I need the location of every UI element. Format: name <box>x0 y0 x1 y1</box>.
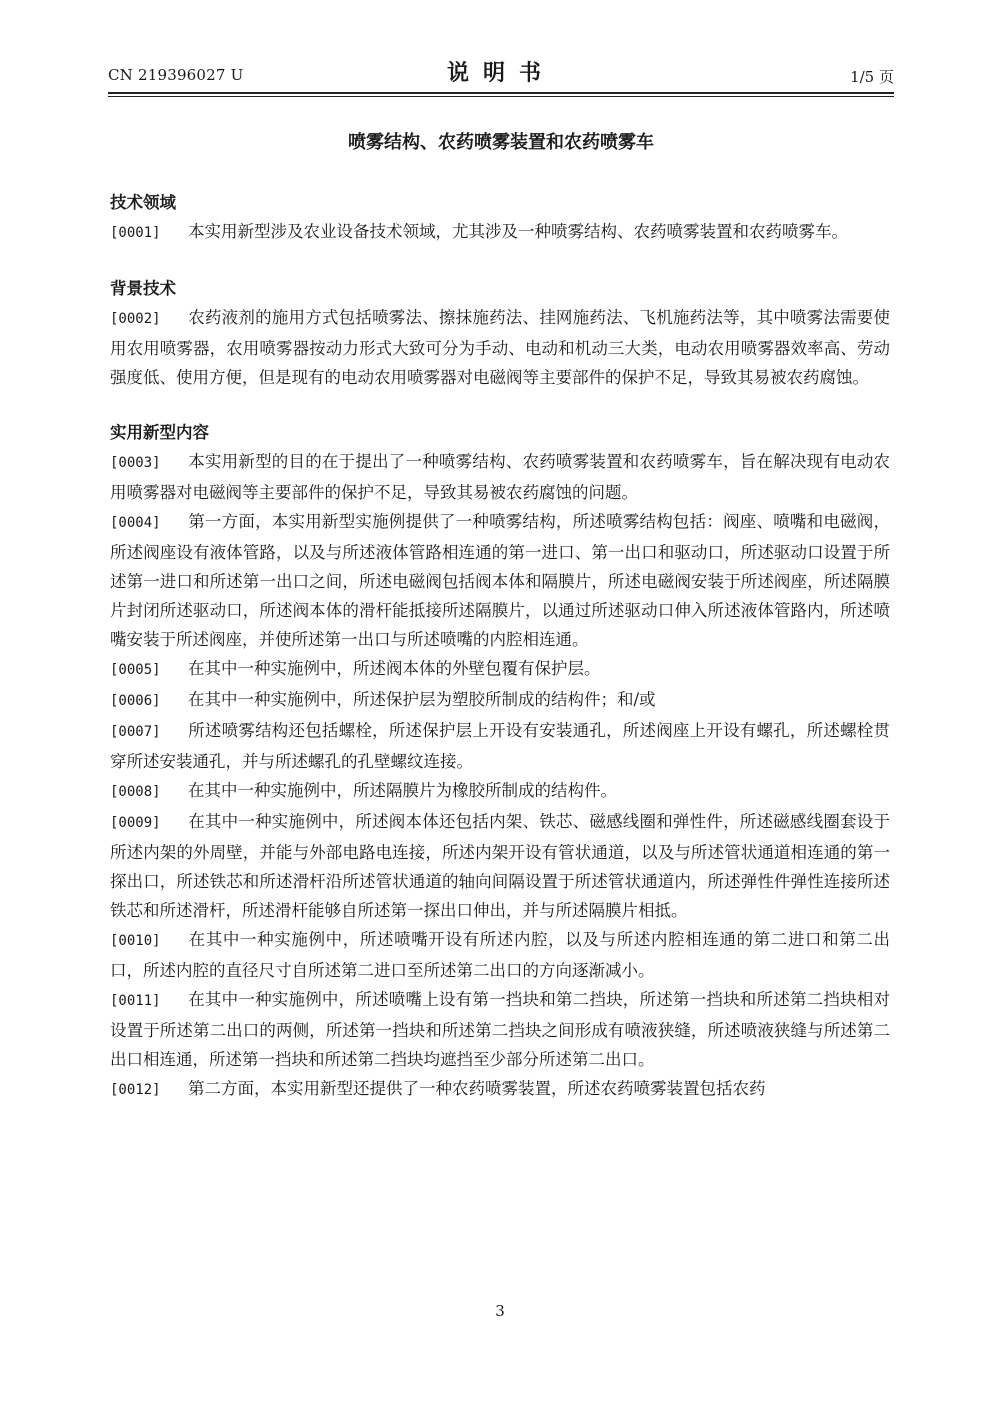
section-heading-content: 实用新型内容 <box>110 423 209 442</box>
paragraph <box>110 807 890 925</box>
paragraph <box>110 507 890 654</box>
paragraph-number: [0007] <box>110 724 161 740</box>
page-header <box>108 56 894 88</box>
document-title: 喷雾结构、农药喷雾装置和农药喷雾车 <box>348 132 654 153</box>
paragraph-text: 本实用新型涉及农业设备技术领域，尤其涉及一种喷雾结构、农药喷雾装置和农药喷雾车。 <box>188 222 848 241</box>
paragraph <box>110 447 890 507</box>
paragraph-text: 农药液剂的施用方式包括喷雾法、擦抹施药法、挂网施药法、飞机施药法等，其中喷雾法需要使用农用喷雾器，农用喷雾器按动力形式大致可分为手动、电动和机动三大类，电动农用喷雾器效率高、劳动强度低、使用方便，但是现有的电动农用喷雾器对电磁阀等主要部件的保护不足，导致其易被农药腐蚀。 <box>110 308 890 387</box>
page-number: 3 <box>495 1302 505 1320</box>
paragraph-text: 本实用新型的目的在于提出了一种喷雾结构、农药喷雾装置和农药喷雾车，旨在解决现有电动农用喷雾器对电磁阀等主要部件的保护不足，导致其易被农药腐蚀的问题。 <box>110 452 890 502</box>
paragraph-number: [0012] <box>110 1082 161 1098</box>
paragraph <box>110 776 890 807</box>
paragraph-number: [0005] <box>110 662 161 678</box>
paragraph <box>110 217 890 248</box>
paragraph-number: [0010] <box>110 933 161 949</box>
paragraph-text: 在其中一种实施例中，所述保护层为塑胶所制成的结构件；和/或 <box>188 690 656 709</box>
paragraph-text: 第二方面，本实用新型还提供了一种农药喷雾装置，所述农药喷雾装置包括农药 <box>188 1079 766 1098</box>
header-rule-thin <box>108 96 894 97</box>
paragraph-number: [0004] <box>110 515 161 531</box>
paragraph-number: [0003] <box>110 455 161 471</box>
paragraph <box>110 925 890 985</box>
section-heading-background: 背景技术 <box>110 279 176 298</box>
paragraph <box>110 985 890 1074</box>
page-info: 1/5 页 <box>850 68 894 86</box>
paragraph-number: [0006] <box>110 693 161 709</box>
paragraph-number: [0009] <box>110 815 161 831</box>
paragraph-text: 在其中一种实施例中，所述隔膜片为橡胶所制成的结构件。 <box>188 781 617 800</box>
header-rule-thick <box>108 92 894 94</box>
document-body <box>110 188 890 1105</box>
paragraph-number: [0011] <box>110 993 161 1009</box>
section-heading-field: 技术领域 <box>110 193 176 212</box>
paragraph <box>110 654 890 685</box>
paragraph-text: 在其中一种实施例中，所述阀本体的外壁包覆有保护层。 <box>188 659 601 678</box>
paragraph-text: 第一方面，本实用新型实施例提供了一种喷雾结构，所述喷雾结构包括：阀座、喷嘴和电磁阀，所述阀座设有液体管路，以及与所述液体管路相连通的第一进口、第一出口和驱动口，所述驱动口设置于所述第一进口和所述第一出口之间，所述电磁阀包括阀本体和隔膜片，所述电磁阀安装于所述阀座，所述隔膜片封闭所述驱动口，所述阀本体的滑杆能抵接所述隔膜片，以通过所述驱动口伸入所述液体管路内，所述喷嘴安装于所述阀座，并使所述第一出口与所述喷嘴的内腔相连通。 <box>110 512 890 649</box>
paragraph-number: [0008] <box>110 784 161 800</box>
paragraph <box>110 1074 890 1105</box>
paragraph <box>110 716 890 776</box>
paragraph-text: 在其中一种实施例中，所述喷嘴开设有所述内腔，以及与所述内腔相连通的第二进口和第二出口，所述内腔的直径尺寸自所述第二进口至所述第二出口的方向逐渐减小。 <box>110 930 890 980</box>
document-type: 说明书 <box>446 61 555 86</box>
paragraph-number: [0001] <box>110 225 161 241</box>
paragraph-number: [0002] <box>110 311 161 327</box>
paragraph-text: 在其中一种实施例中，所述阀本体还包括内架、铁芯、磁感线圈和弹性件，所述磁感线圈套设于所述内架的外周壁，并能与外部电路电连接，所述内架开设有管状通道，以及与所述管状通道相连通的第一探出口，所述铁芯和所述滑杆沿所述管状通道的轴向间隔设置于所述管状通道内，所述弹性件弹性连接所述铁芯和所述滑杆，所述滑杆能够自所述第一探出口伸出，并与所述隔膜片相抵。 <box>110 812 890 920</box>
paragraph-text: 所述喷雾结构还包括螺栓，所述保护层上开设有安装通孔，所述阀座上开设有螺孔，所述螺栓贯穿所述安装通孔，并与所述螺孔的孔壁螺纹连接。 <box>110 721 890 771</box>
publication-number: CN 219396027 U <box>108 66 244 84</box>
paragraph <box>110 303 890 392</box>
paragraph <box>110 685 890 716</box>
paragraph-text: 在其中一种实施例中，所述喷嘴上设有第一挡块和第二挡块，所述第一挡块和所述第二挡块相对设置于所述第二出口的两侧，所述第一挡块和所述第二挡块之间形成有喷液狭缝，所述喷液狭缝与所述第二出口相连通，所述第一挡块和所述第二挡块均遮挡至少部分所述第二出口。 <box>110 990 890 1069</box>
